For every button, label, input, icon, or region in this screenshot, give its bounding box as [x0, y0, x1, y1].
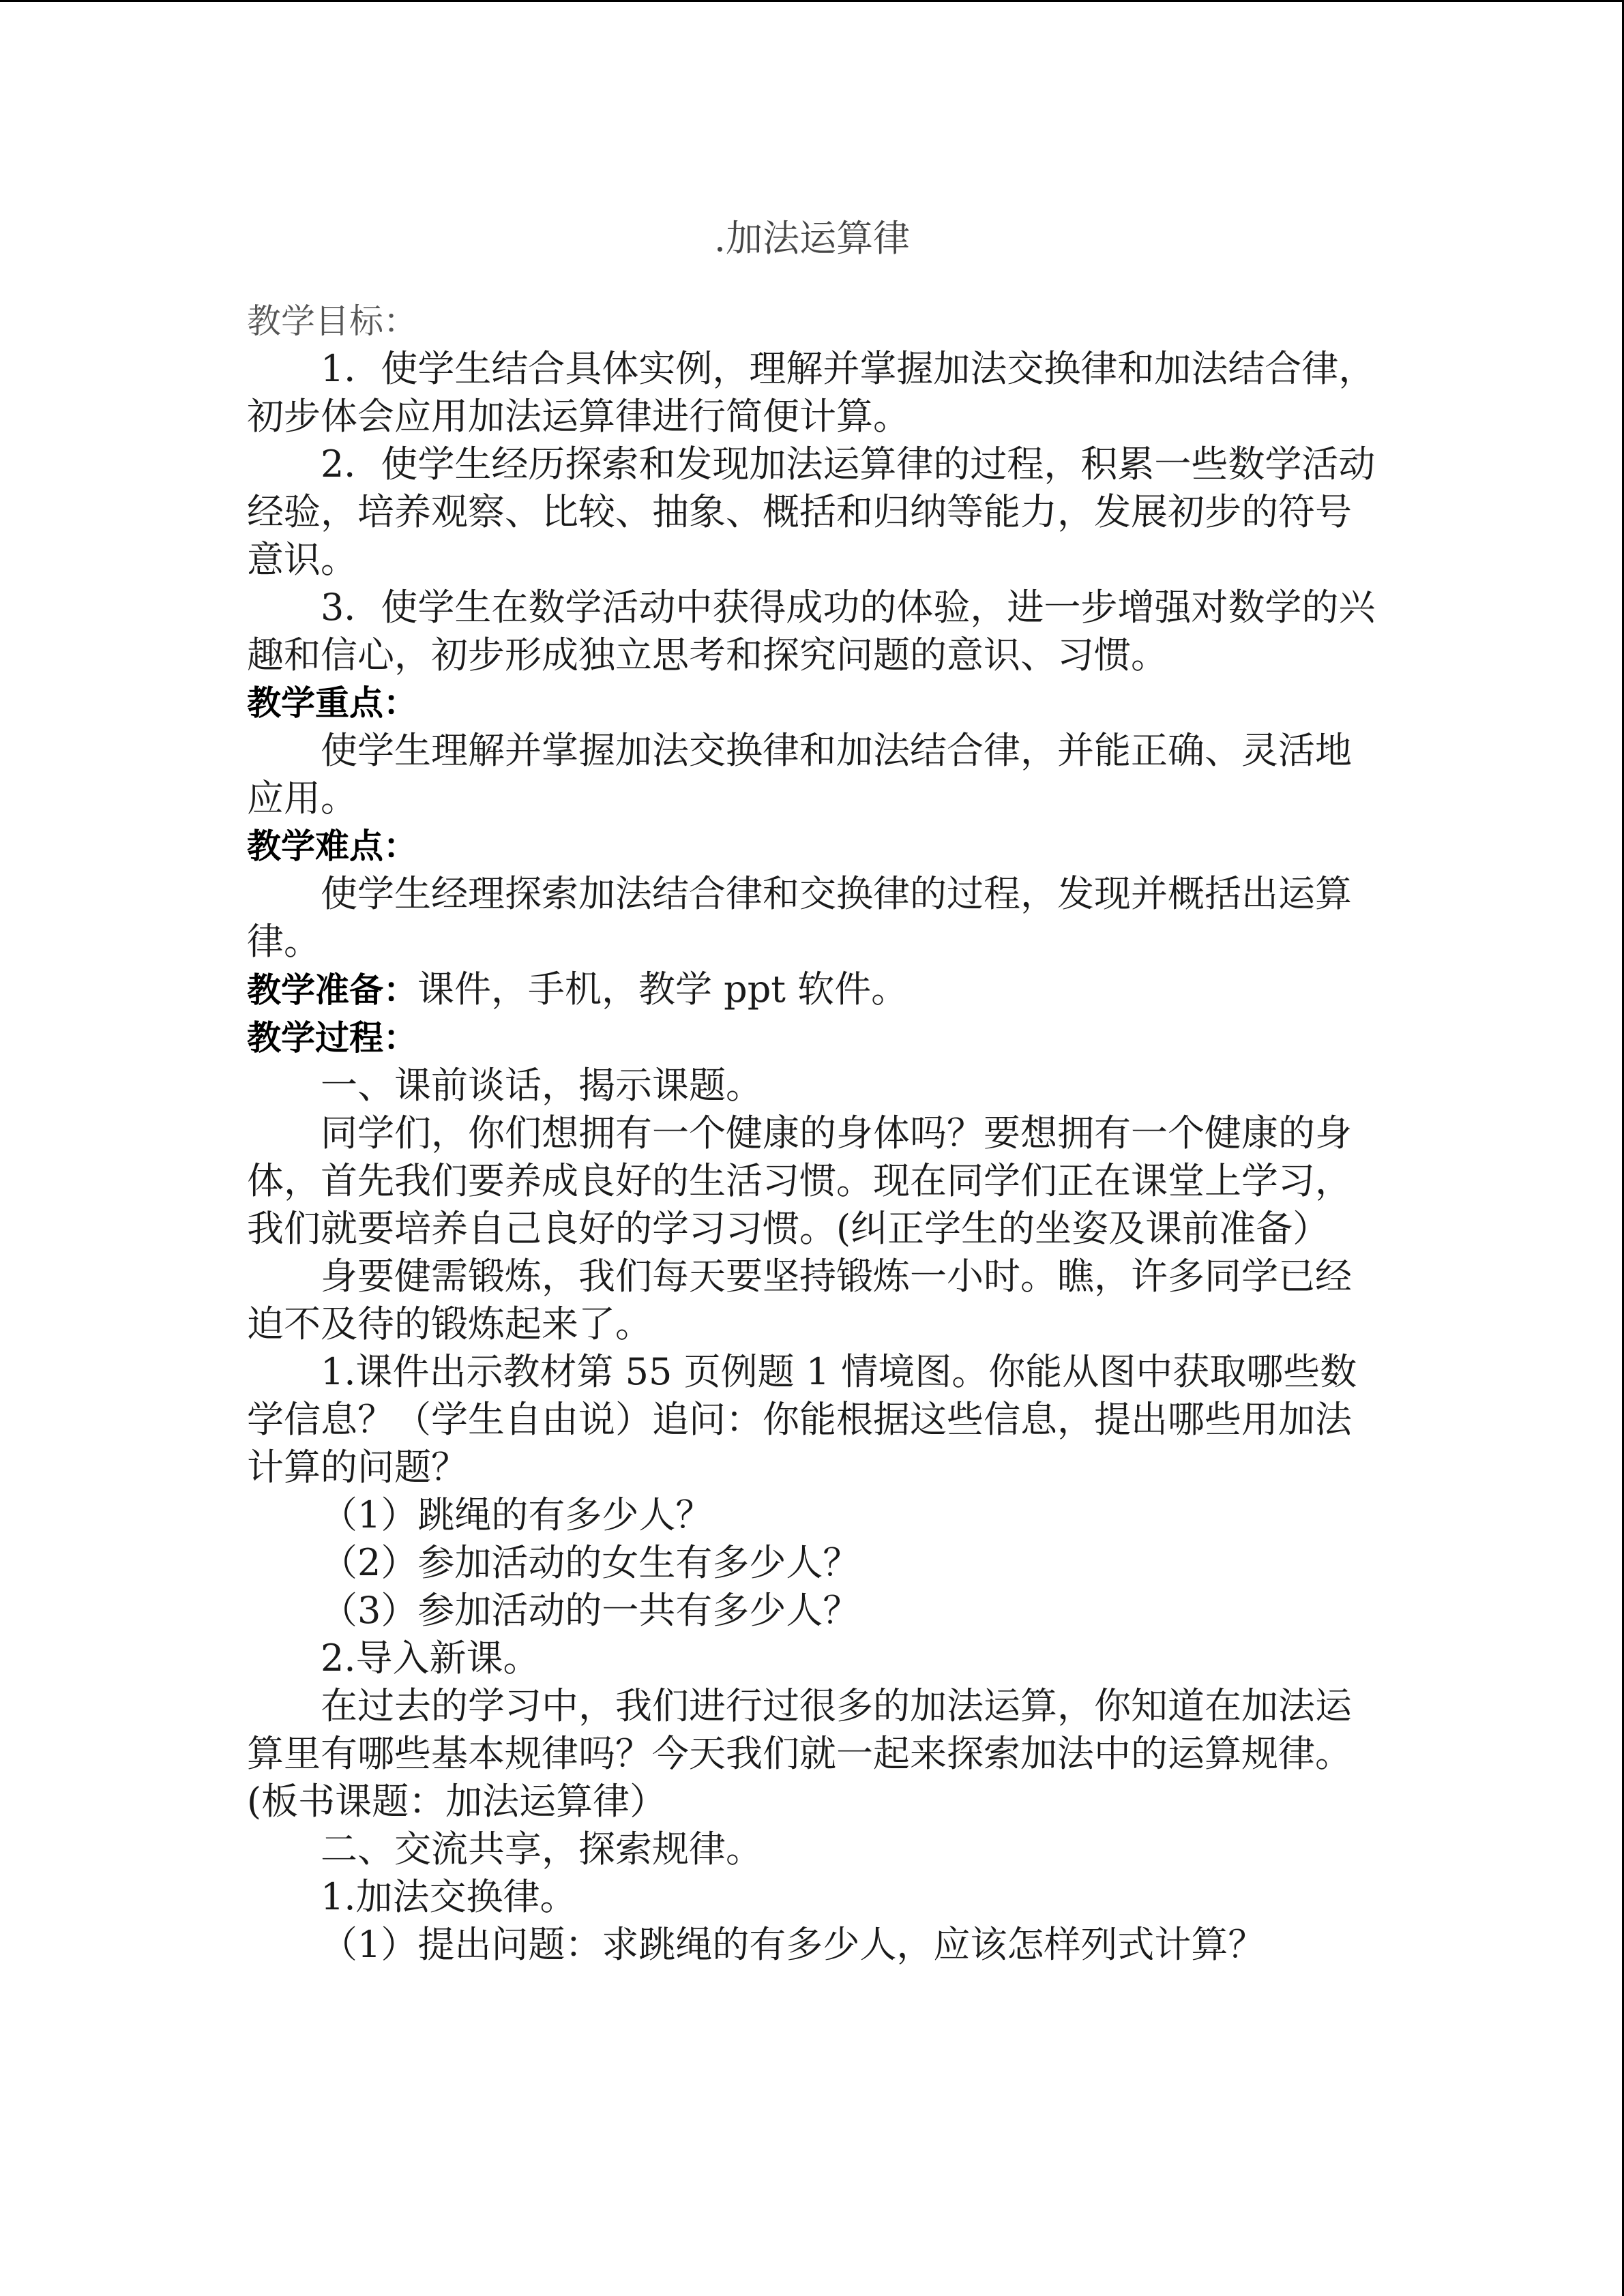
paragraph-5: 在过去的学习中，我们进行过很多的加法运算，你知道在加法运算里有哪些基本规律吗？今天我们就一起来探索加法中的运算规律。(板书课题：加法运算律）: [247, 1684, 1352, 1823]
key-points-heading: 教学重点：: [247, 683, 417, 723]
paragraph-6: 1.加法交换律。: [321, 1875, 577, 1918]
question-2: （2）参加活动的女生有多少人？: [321, 1541, 860, 1584]
preparation-text: 课件，手机，教学 ppt 软件。: [417, 968, 909, 1011]
preparation-line: [247, 966, 1379, 1014]
key-points-text: 使学生理解并掌握加法交换律和加法结合律，并能正确、灵活地应用。: [247, 729, 1352, 820]
objectives-heading: 教学目标：: [247, 301, 417, 341]
difficulties-heading: 教学难点：: [247, 826, 417, 866]
objective-2: 2．使学生经历探索和发现加法运算律的过程，积累一些数学活动经验，培养观察、比较、抽象、概括和归纳等能力，发展初步的符号意识。: [247, 443, 1376, 581]
question-3: （3）参加活动的一共有多少人？: [321, 1589, 860, 1632]
section-1-heading: 一、课前谈话，揭示课题。: [321, 1064, 763, 1107]
section-2-heading: 二、交流共享，探索规律。: [321, 1828, 763, 1870]
question-1: （1）跳绳的有多少人？: [321, 1493, 713, 1536]
process-heading: 教学过程：: [247, 1018, 417, 1058]
paragraph-1: 同学们，你们想拥有一个健康的身体吗？要想拥有一个健康的身体，首先我们要养成良好的生活习惯。现在同学们正在课堂上学习，我们就要培养自己良好的学习习惯。(纠正学生的坐姿及课前准备）: [247, 1112, 1352, 1250]
paragraph-7: （1）提出问题：求跳绳的有多少人，应该怎样列式计算？: [321, 1923, 1265, 1966]
paragraph-2: 身要健需锻炼，我们每天要坚持锻炼一小时。瞧，许多同学已经迫不及待的锻炼起来了。: [247, 1255, 1352, 1345]
paragraph-4: 2.导入新课。: [321, 1637, 540, 1680]
preparation-heading: 教学准备：: [247, 970, 417, 1010]
top-border-line: [0, 0, 1624, 2]
difficulties-text: 使学生经理探索加法结合律和交换律的过程，发现并概括出运算律。: [247, 872, 1352, 963]
objective-3: 3．使学生在数学活动中获得成功的体验，进一步增强对数学的兴趣和信心，初步形成独立思考和探究问题的意识、习惯。: [247, 586, 1376, 676]
page-title: .加法运算律: [713, 217, 911, 260]
paragraph-3: 1.课件出示教材第 55 页例题 1 情境图。你能从图中获取哪些数学信息？（学生自由说）追问：你能根据这些信息，提出哪些用加法计算的问题？: [247, 1350, 1357, 1489]
document-body: [247, 297, 1379, 1969]
objective-1: 1．使学生结合具体实例，理解并掌握加法交换律和加法结合律，初步体会应用加法运算律进行简便计算。: [247, 347, 1376, 438]
